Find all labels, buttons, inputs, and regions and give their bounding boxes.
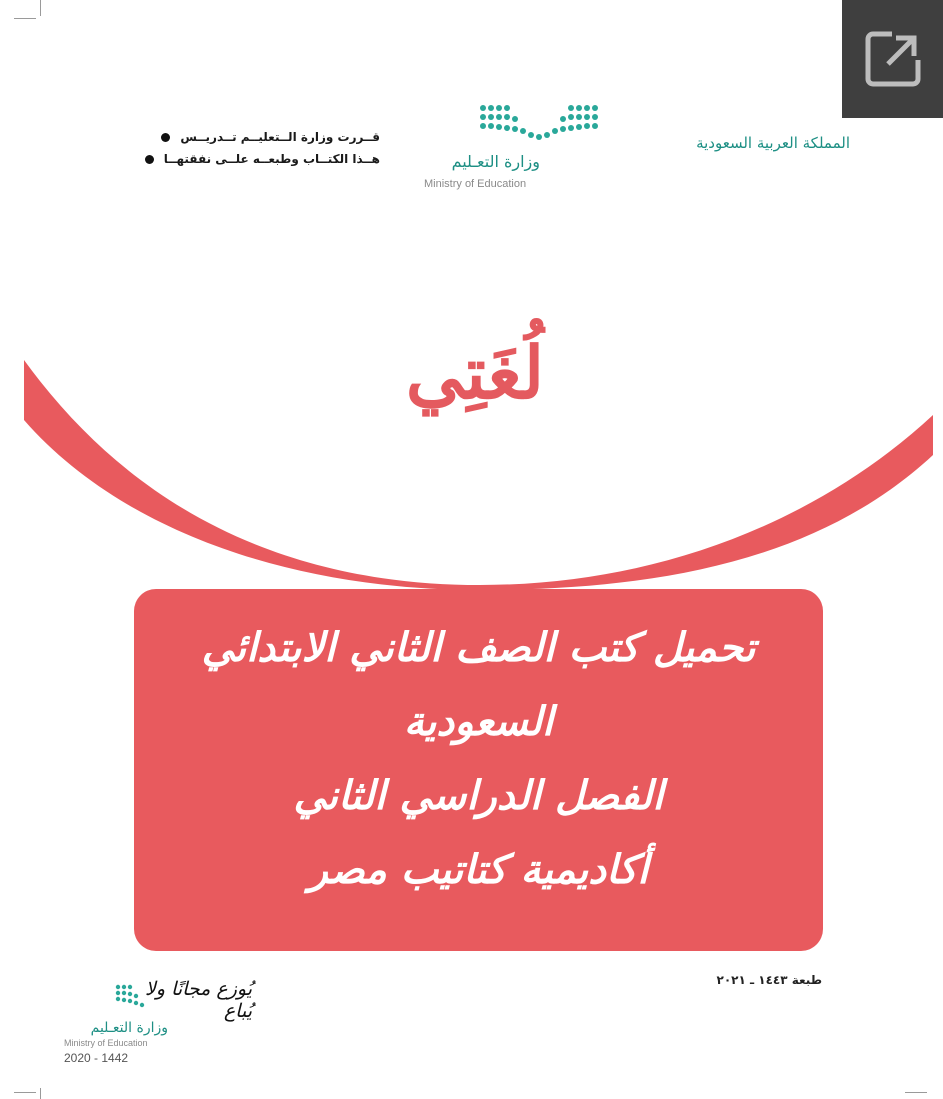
- approval-line: [140, 148, 380, 170]
- edition-label: طبعة ١٤٤٣ ـ ٢٠٢١: [716, 973, 822, 987]
- moe-dots-logo-icon: [473, 100, 658, 150]
- approval-text-2: هــذا الكتــاب وطبعــه علــى نفقتهــا: [163, 152, 380, 166]
- ministry-name-en: Ministry of Education: [424, 178, 527, 190]
- moe-dots-logo-icon: [112, 982, 172, 1010]
- bullet-icon: [161, 133, 170, 142]
- bullet-icon: [145, 155, 154, 164]
- ministry-name-ar: وزارة التعـليم: [451, 152, 540, 171]
- banner-line-1: تحميل كتب الصف الثاني الابتدائي: [201, 625, 756, 671]
- free-distribution-slogan: يُوزع مجانًا ولا يُباع: [144, 978, 252, 1022]
- footer-ministry-name-ar: وزارة التعـليم: [90, 1020, 168, 1036]
- book-title: لُغَتِي: [405, 330, 545, 415]
- footer-ministry-logo: [64, 1020, 214, 1065]
- download-banner: [134, 589, 823, 951]
- footer-year: 2020 - 1442: [64, 1051, 129, 1065]
- open-external-button[interactable]: [842, 0, 943, 118]
- approval-statement: [140, 126, 380, 170]
- banner-text: [134, 611, 823, 907]
- footer-ministry-name-en: Ministry of Education: [64, 1038, 148, 1048]
- banner-line-3: الفصل الدراسي الثاني: [293, 773, 664, 819]
- open-external-icon: [864, 30, 922, 88]
- approval-line: [140, 126, 380, 148]
- banner-line-2: السعودية: [403, 699, 554, 745]
- banner-line-4: أكاديمية كتاتيب مصر: [308, 847, 649, 893]
- approval-text-1: قــررت وزارة الــتعليــم تــدريــس: [180, 130, 380, 144]
- ministry-logo: [418, 100, 603, 195]
- kingdom-name: المملكة العربية السعودية: [696, 134, 850, 152]
